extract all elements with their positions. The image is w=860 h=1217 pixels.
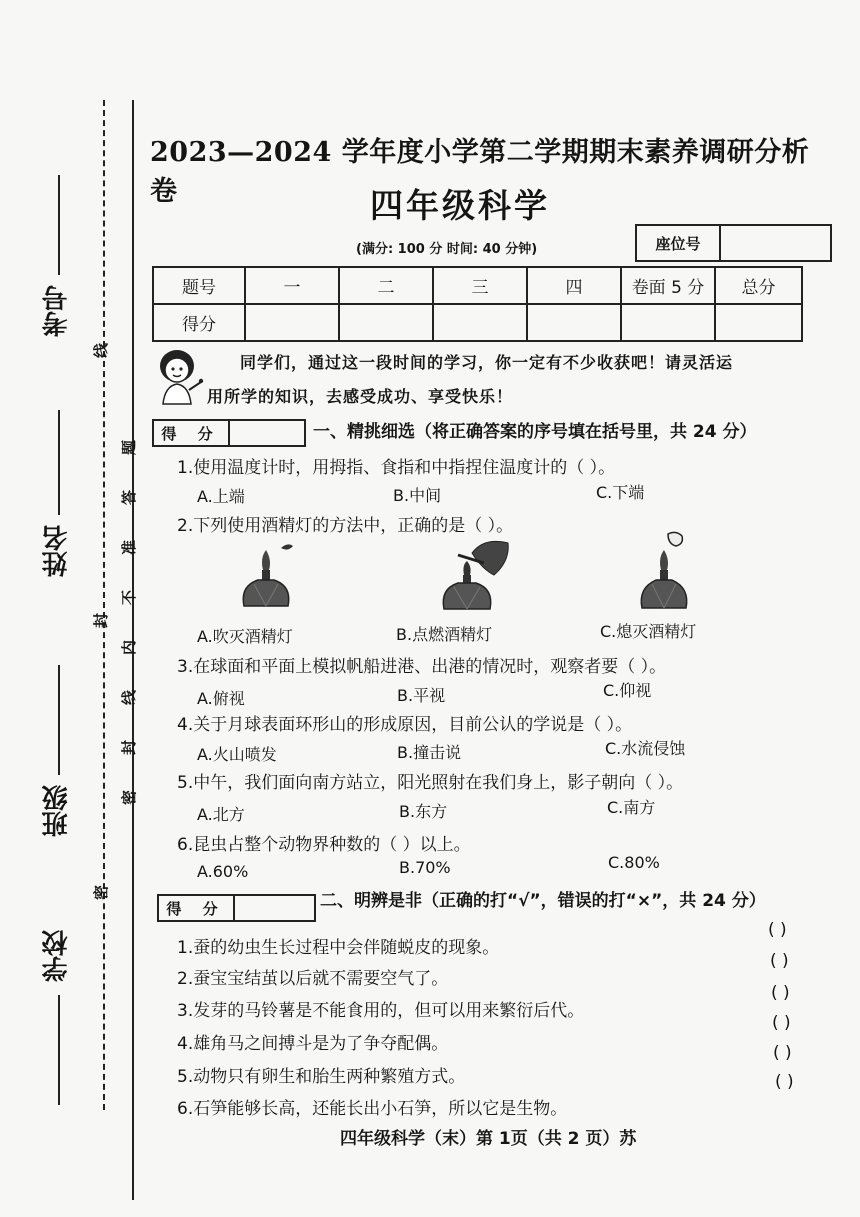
- score-header-cell: 三: [433, 267, 527, 304]
- s1-question-3: 3.在球面和平面上模拟帆船进港、出港的情况时，观察者要（ ）。: [177, 657, 667, 677]
- section2-score-label: 得 分: [159, 896, 235, 920]
- score-cell[interactable]: [715, 304, 802, 341]
- s1-question-2: 2.下列使用酒精灯的方法中，正确的是（ ）。: [177, 516, 514, 536]
- warning-char-7: 封: [120, 739, 139, 756]
- s1-q6-option-a: A.60%: [197, 862, 249, 881]
- alcohol-lamp-extinguish-icon: [634, 530, 704, 616]
- seal-char: 封: [92, 612, 111, 629]
- s1-question-4: 4.关于月球表面环形山的形成原因，目前公认的学说是（ ）。: [177, 715, 633, 735]
- s2-answer-3[interactable]: ( ): [771, 983, 790, 1003]
- s1-q5-option-c: C.南方: [607, 798, 656, 817]
- s1-q2-option-b: B.点燃酒精灯: [396, 625, 493, 644]
- seat-number-input[interactable]: [721, 226, 830, 260]
- warning-char-5: 内: [120, 639, 139, 656]
- score-cell[interactable]: [527, 304, 621, 341]
- intro-line-1: 同学们，通过这一段时间的学习，你一定有不少收获吧！请灵活运: [240, 353, 734, 372]
- score-table: [152, 266, 803, 342]
- section2-title: 二、明辨是非（正确的打“√”，错误的打“×”，共 24 分）: [320, 891, 766, 911]
- s2-answer-2[interactable]: ( ): [770, 951, 789, 971]
- page-footer: 四年级科学（末）第 1页（共 2 页）苏: [340, 1129, 637, 1149]
- class-blank[interactable]: [58, 665, 60, 775]
- s1-q5-option-b: B.东方: [399, 802, 448, 821]
- exam-number-blank[interactable]: [58, 175, 60, 275]
- s2-statement-5: 5.动物只有卵生和胎生两种繁殖方式。: [177, 1067, 466, 1087]
- s1-q2-option-a: A.吹灭酒精灯: [197, 627, 293, 646]
- score-cell[interactable]: [621, 304, 715, 341]
- section1-score-label: 得 分: [154, 421, 230, 445]
- s1-q1-option-a: A.上端: [197, 487, 245, 506]
- intro-line-2: 用所学的知识，去感受成功、享受快乐！: [207, 387, 514, 406]
- s1-q2-option-c: C.熄灭酒精灯: [600, 622, 697, 641]
- secret-char: 密: [92, 884, 111, 901]
- s1-q3-option-c: C.仰视: [603, 681, 652, 700]
- class-label: 班级: [42, 785, 72, 837]
- warning-char-2: 答: [120, 489, 139, 506]
- binding-dashed-line-outer: [103, 100, 105, 1110]
- score-header-cell: 题号: [153, 267, 245, 304]
- section1-score-input[interactable]: [230, 421, 304, 445]
- exam-number-label: 考号: [42, 285, 72, 337]
- warning-char-4: 不: [120, 589, 139, 606]
- s1-question-5: 5.中午，我们面向南方站立，阳光照射在我们身上，影子朝向（ ）。: [177, 773, 684, 793]
- s2-answer-6[interactable]: ( ): [775, 1072, 794, 1092]
- section1-score-box: [152, 419, 306, 447]
- score-row-label: 得分: [153, 304, 245, 341]
- section2-score-input[interactable]: [235, 896, 314, 920]
- exam-title: 2023—2024 学年度小学第二学期期末素养调研分析卷: [150, 137, 810, 207]
- warning-char-3: 准: [120, 539, 139, 556]
- cartoon-girl-icon: [155, 348, 205, 406]
- s1-q4-option-b: B.撞击说: [397, 743, 462, 762]
- name-label: 姓名: [42, 525, 72, 577]
- s1-q1-option-b: B.中间: [393, 486, 442, 505]
- score-header-cell: 一: [245, 267, 339, 304]
- seat-number-label: 座位号: [637, 226, 721, 260]
- s1-q1-option-c: C.下端: [596, 483, 645, 502]
- s1-q6-option-c: C.80%: [608, 853, 660, 872]
- s2-statement-3: 3.发芽的马铃薯是不能食用的，但可以用来繁衍后代。: [177, 1001, 585, 1021]
- score-cell[interactable]: [433, 304, 527, 341]
- s1-q6-option-b: B.70%: [399, 858, 451, 877]
- subject-title: 四年级科学: [370, 186, 550, 225]
- s2-answer-5[interactable]: ( ): [773, 1043, 792, 1063]
- s2-statement-2: 2.蚕宝宝结茧以后就不需要空气了。: [177, 969, 449, 989]
- section2-score-box: [157, 894, 316, 922]
- score-cell[interactable]: [339, 304, 433, 341]
- score-cell[interactable]: [245, 304, 339, 341]
- s2-statement-4: 4.雄角马之间搏斗是为了争夺配偶。: [177, 1034, 449, 1054]
- score-table-header-row: [153, 267, 802, 304]
- warning-char-8: 密: [120, 789, 139, 806]
- score-header-cell: 二: [339, 267, 433, 304]
- s1-question-1: 1.使用温度计时，用拇指、食指和中指捏住温度计的（ ）。: [177, 458, 616, 478]
- s2-answer-1[interactable]: ( ): [768, 920, 787, 940]
- score-header-cell: 总分: [715, 267, 802, 304]
- section1-title: 一、精挑细选（将正确答案的序号填在括号里，共 24 分）: [313, 422, 757, 442]
- s1-q4-option-a: A.火山喷发: [197, 745, 277, 764]
- s2-statement-1: 1.蚕的幼虫生长过程中会伴随蜕皮的现象。: [177, 938, 500, 958]
- alcohol-lamp-lighting-icon: [436, 533, 516, 617]
- s1-q4-option-c: C.水流侵蚀: [605, 739, 686, 758]
- school-label: 学校: [42, 930, 72, 982]
- s2-statement-6: 6.石笋能够长高，还能长出小石笋，所以它是生物。: [177, 1099, 568, 1119]
- score-header-cell: 四: [527, 267, 621, 304]
- school-blank[interactable]: [58, 995, 60, 1105]
- name-blank[interactable]: [58, 410, 60, 515]
- exam-info: (满分: 100 分 时间: 40 分钟): [356, 242, 538, 257]
- line-seal-char: 线: [92, 342, 111, 359]
- warning-char-1: 题: [120, 439, 139, 456]
- score-header-cell: 卷面 5 分: [621, 267, 715, 304]
- s1-q3-option-a: A.俯视: [197, 689, 245, 708]
- s1-question-6: 6.昆虫占整个动物界种数的（ ）以上。: [177, 835, 471, 855]
- score-table-score-row: [153, 304, 802, 341]
- s1-q5-option-a: A.北方: [197, 805, 245, 824]
- alcohol-lamp-blowing-icon: [236, 540, 306, 618]
- s1-q3-option-b: B.平视: [397, 686, 446, 705]
- warning-char-6: 线: [120, 689, 139, 706]
- s2-answer-4[interactable]: ( ): [772, 1013, 791, 1033]
- seat-number-box: [635, 224, 832, 262]
